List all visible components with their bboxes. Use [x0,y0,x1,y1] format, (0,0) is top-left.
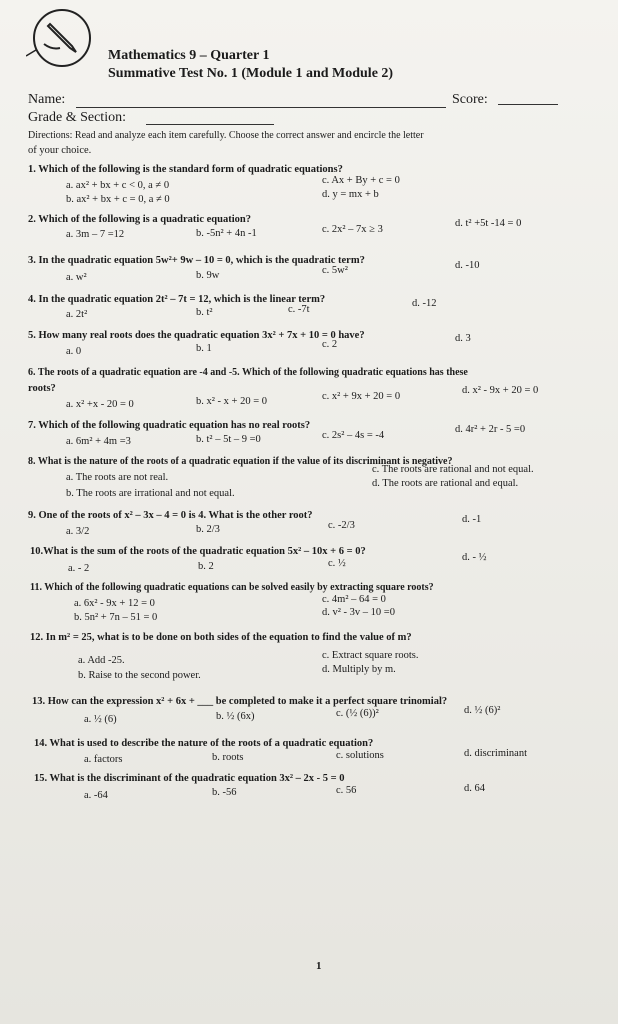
q5-choice-a[interactable]: a. 0 [66,346,82,357]
q12-choice-d[interactable]: d. Multiply by m. [322,664,396,675]
q1-choice-d[interactable]: d. y = mx + b [322,189,379,200]
q10-choice-d[interactable]: d. - ½ [462,552,487,563]
q13-choice-c[interactable]: c. (½ (6))² [336,708,379,719]
q2-choice-a[interactable]: a. 3m – 7 =12 [66,229,125,240]
q12-choice-a[interactable]: a. Add -25. [78,655,125,666]
q2-choice-d[interactable]: d. t² +5t -14 = 0 [455,218,522,229]
q15-choice-b[interactable]: b. -56 [212,787,237,798]
q7-choice-d[interactable]: d. 4r² + 2r - 5 =0 [455,424,526,435]
q5-choice-d[interactable]: d. 3 [455,333,471,344]
question-9: 9. One of the roots of x² – 3x – 4 = 0 is 4. What is the other root? [28,510,313,521]
q9-choice-a[interactable]: a. 3/2 [66,526,90,537]
q7-choice-a[interactable]: a. 6m² + 4m =3 [66,436,131,447]
q15-choice-d[interactable]: d. 64 [464,783,485,794]
grade-section-field-line[interactable] [146,124,274,125]
q8-choice-d[interactable]: d. The roots are rational and equal. [372,478,519,489]
q4-choice-a[interactable]: a. 2t² [66,309,88,320]
question-7: 7. Which of the following quadratic equation has no real roots? [28,420,311,431]
question-12: 12. In m² = 25, what is to be done on both sides of the equation to find the value of m? [30,632,412,643]
question-6-cont: roots? [28,383,56,394]
question-8: 8. What is the nature of the roots of a quadratic equation if the value of its discriminant is negative? [28,456,453,467]
q9-choice-b[interactable]: b. 2/3 [196,524,220,535]
q3-choice-c[interactable]: c. 5w² [322,265,348,276]
q14-choice-a[interactable]: a. factors [84,754,123,765]
q6-choice-a[interactable]: a. x² +x - 20 = 0 [66,399,134,410]
q3-choice-b[interactable]: b. 9w [196,270,220,281]
q9-choice-c[interactable]: c. -2/3 [328,520,355,531]
name-label: Name: [28,92,66,107]
question-1: 1. Which of the following is the standard form of quadratic equations? [28,164,343,175]
q10-choice-c[interactable]: c. ½ [328,558,346,569]
q1-choice-c[interactable]: c. Ax + By + c = 0 [322,175,400,186]
q2-choice-c[interactable]: c. 2x² – 7x ≥ 3 [322,224,383,235]
question-10: 10.What is the sum of the roots of the quadratic equation 5x² – 10x + 6 = 0? [30,546,366,557]
q11-choice-b[interactable]: b. 5n² + 7n – 51 = 0 [74,612,158,623]
q12-choice-c[interactable]: c. Extract square roots. [322,650,419,661]
q13-choice-b[interactable]: b. ½ (6x) [216,711,255,722]
q3-choice-a[interactable]: a. w² [66,272,87,283]
score-label: Score: [452,92,488,107]
q7-choice-c[interactable]: c. 2s² – 4s = -4 [322,430,385,441]
q9-choice-d[interactable]: d. -1 [462,514,482,525]
test-subject-title: Mathematics 9 – Quarter 1 [108,48,270,63]
q8-choice-c[interactable]: c. The roots are rational and not equal. [372,464,534,475]
q4-choice-b[interactable]: b. t² [196,307,213,318]
question-5: 5. How many real roots does the quadratic equation 3x² + 7x + 10 = 0 have? [28,330,365,341]
q3-choice-d[interactable]: d. -10 [455,260,480,271]
q14-choice-c[interactable]: c. solutions [336,750,384,761]
directions-line-1: Directions: Read and analyze each item carefully. Choose the correct answer and encircle the letter [28,130,424,141]
q15-choice-c[interactable]: c. 56 [336,785,357,796]
q11-choice-a[interactable]: a. 6x² - 9x + 12 = 0 [74,598,155,609]
q6-choice-c[interactable]: c. x² + 9x + 20 = 0 [322,391,401,402]
q13-choice-a[interactable]: a. ½ (6) [84,714,117,725]
q8-choice-b[interactable]: b. The roots are irrational and not equal. [66,488,235,499]
q1-choice-b[interactable]: b. ax² + bx + c = 0, a ≠ 0 [66,194,170,205]
question-2: 2. Which of the following is a quadratic equation? [28,214,251,225]
q10-choice-b[interactable]: b. 2 [198,561,214,572]
q11-choice-c[interactable]: c. 4m² – 64 = 0 [322,594,386,605]
q5-choice-b[interactable]: b. 1 [196,343,212,354]
question-4: 4. In the quadratic equation 2t² – 7t = 12, which is the linear term? [28,294,326,305]
question-13: 13. How can the expression x² + 6x + ___ be completed to make it a perfect square trinomial? [32,696,448,707]
q1-choice-a[interactable]: a. ax² + bx + c < 0, a ≠ 0 [66,180,170,191]
test-title: Summative Test No. 1 (Module 1 and Module 2) [108,66,394,81]
q2-choice-b[interactable]: b. -5n² + 4n -1 [196,228,257,239]
q15-choice-a[interactable]: a. -64 [84,790,108,801]
name-field-line[interactable] [76,107,446,108]
q4-choice-d[interactable]: d. -12 [412,298,437,309]
q4-choice-c[interactable]: c. -7t [288,304,310,315]
score-field-line[interactable] [498,104,558,105]
question-6: 6. The roots of a quadratic equation are -4 and -5. Which of the following quadratic equations has these [28,367,468,378]
page-number: 1 [316,960,322,972]
q11-choice-d[interactable]: d. v² - 3v – 10 =0 [322,607,395,618]
q6-choice-d[interactable]: d. x² - 9x + 20 = 0 [462,385,539,396]
q13-choice-d[interactable]: d. ½ (6)² [464,705,501,716]
q8-choice-a[interactable]: a. The roots are not real. [66,472,169,483]
grade-section-label: Grade & Section: [28,110,126,125]
pencil-circle-logo-icon [26,4,96,74]
q14-choice-d[interactable]: d. discriminant [464,748,527,759]
directions-line-2: of your choice. [28,145,92,156]
question-14: 14. What is used to describe the nature of the roots of a quadratic equation? [34,738,374,749]
question-11: 11. Which of the following quadratic equations can be solved easily by extracting square roots? [30,582,434,593]
q6-choice-b[interactable]: b. x² - x + 20 = 0 [196,396,267,407]
q10-choice-a[interactable]: a. - 2 [68,563,90,574]
q14-choice-b[interactable]: b. roots [212,752,244,763]
q7-choice-b[interactable]: b. t² – 5t – 9 =0 [196,434,261,445]
question-3: 3. In the quadratic equation 5w²+ 9w – 10 = 0, which is the quadratic term? [28,255,365,266]
q12-choice-b[interactable]: b. Raise to the second power. [78,670,201,681]
question-15: 15. What is the discriminant of the quadratic equation 3x² – 2x - 5 = 0 [34,773,345,784]
q5-choice-c[interactable]: c. 2 [322,339,338,350]
